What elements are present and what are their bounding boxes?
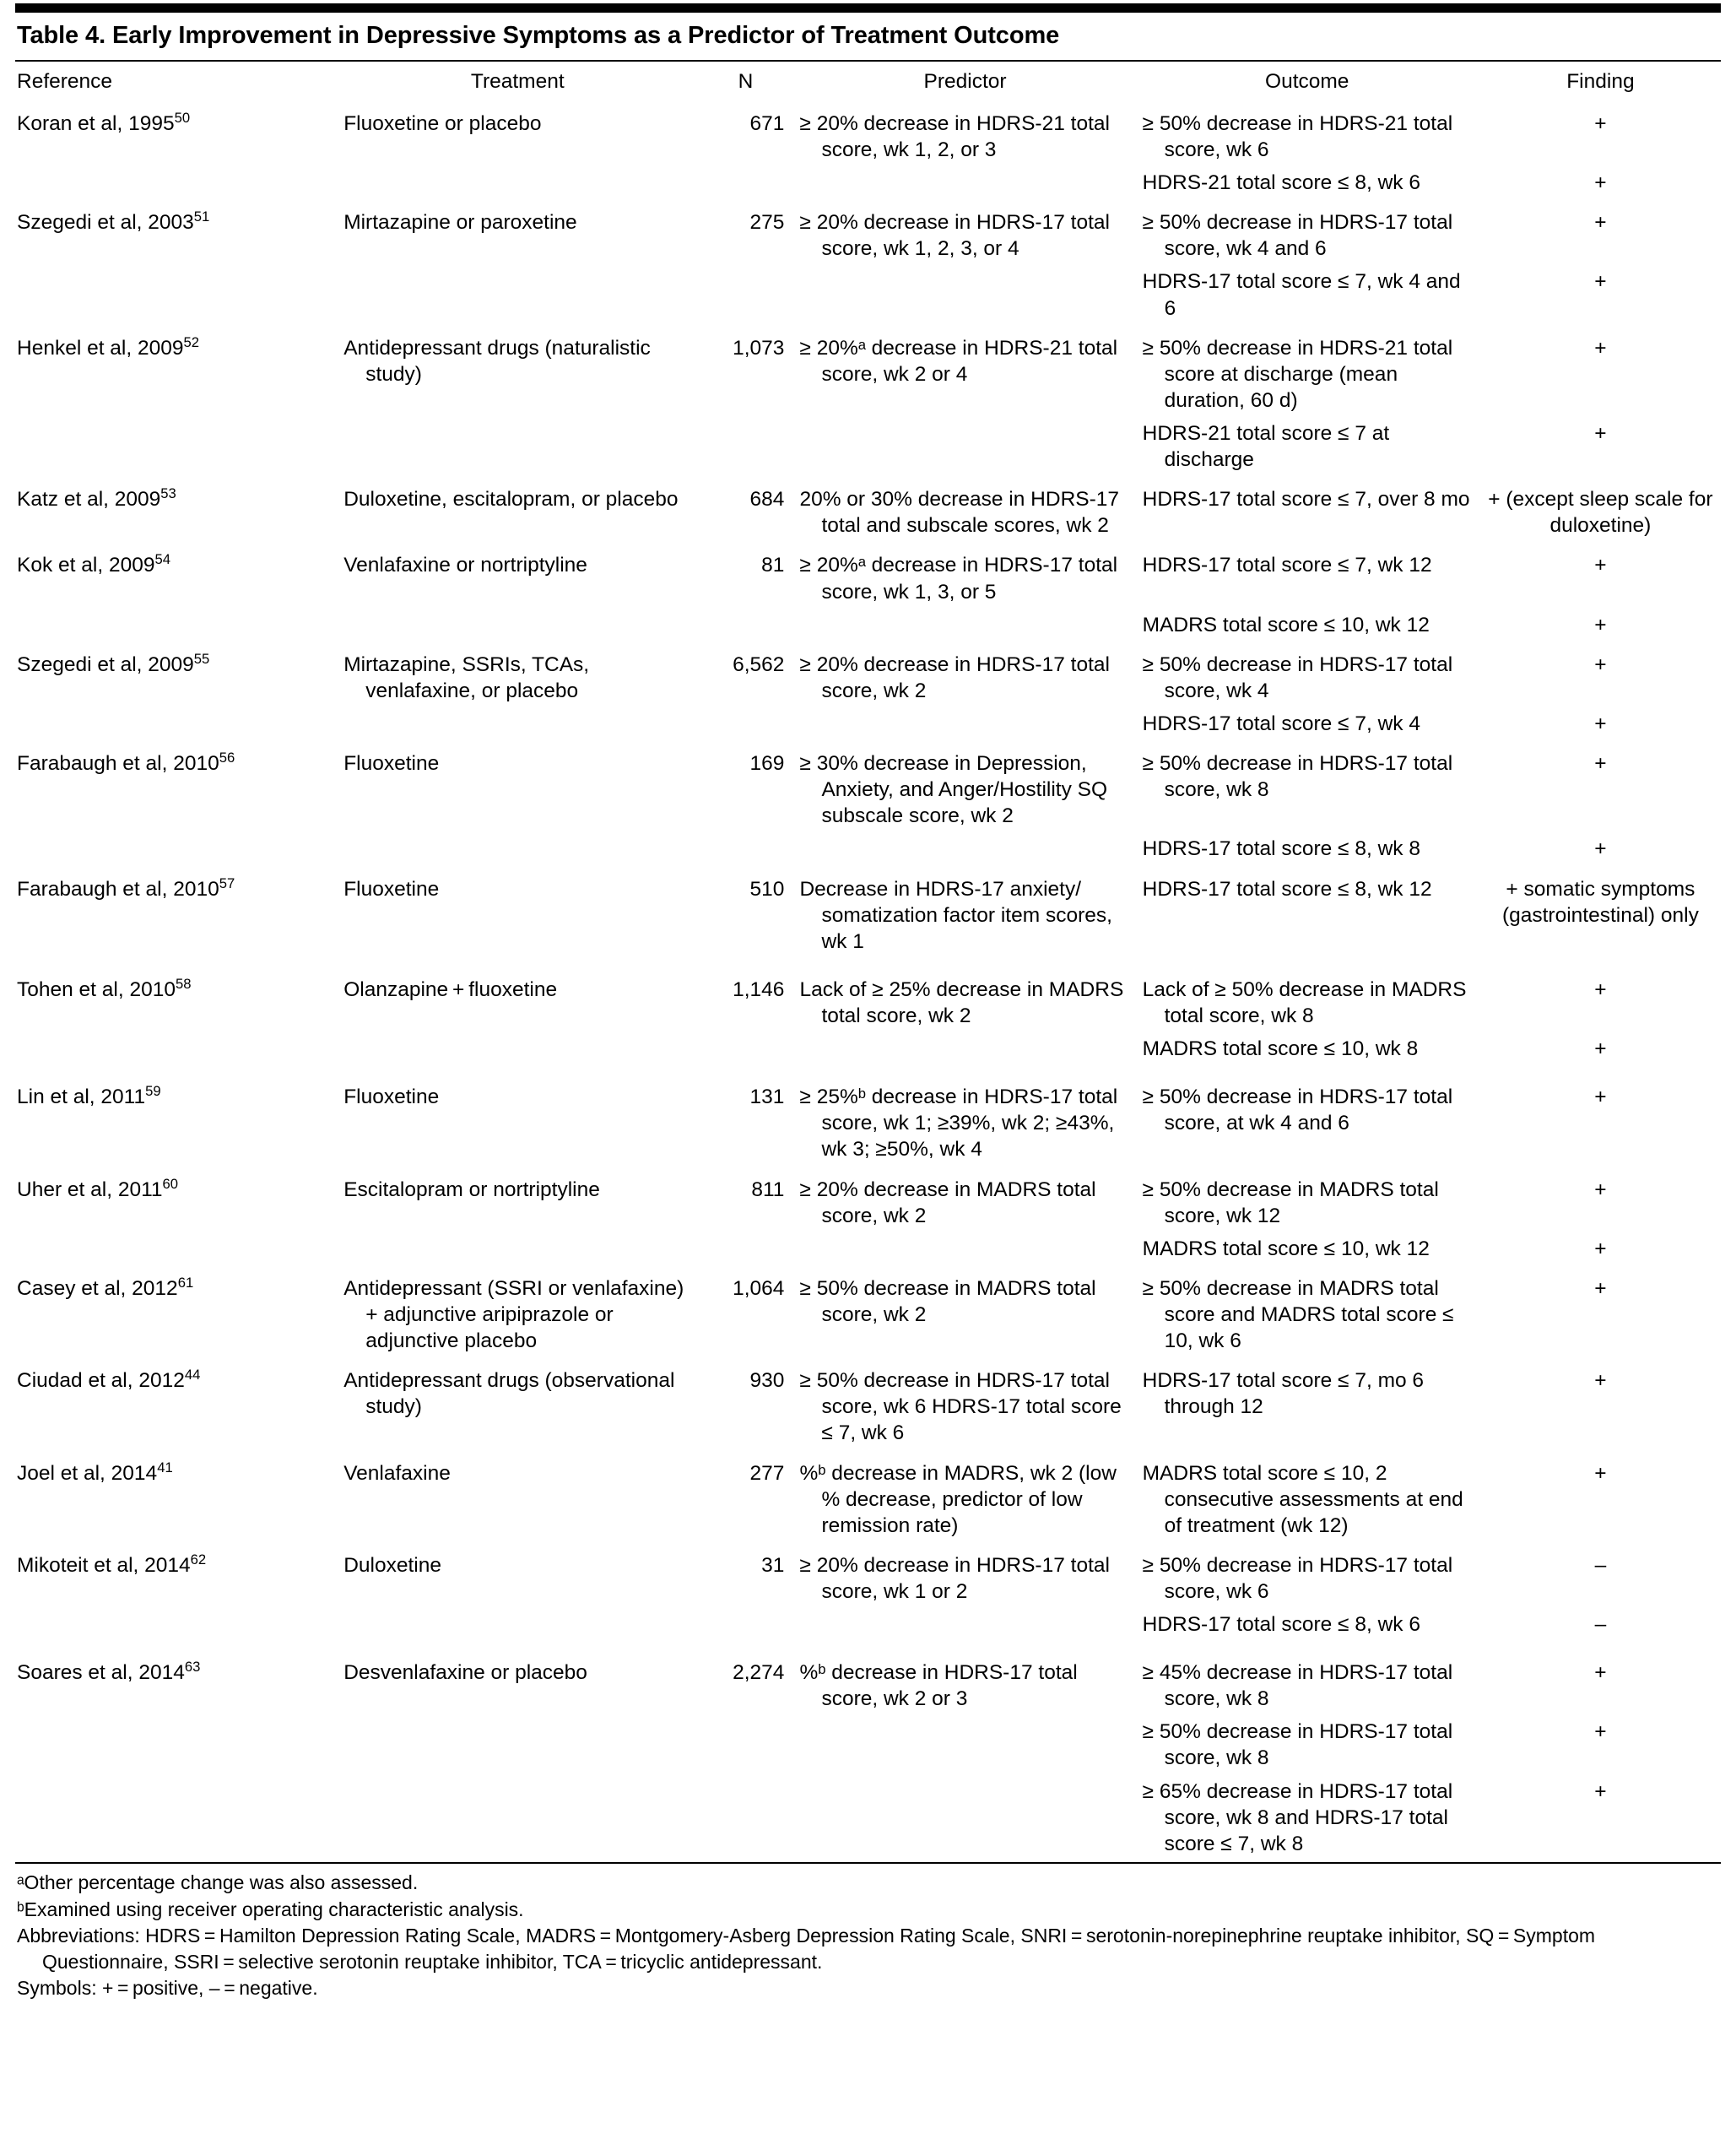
- cell-outcome: HDRS-17 total score ≤ 8, wk 12: [1142, 877, 1432, 901]
- cell-predictor: ≥ 20% decrease in HDRS-17 total score, wk 2: [799, 652, 1110, 702]
- table-row: [15, 643, 1721, 709]
- table-body: [15, 102, 1721, 1862]
- cell-outcome: HDRS-17 total score ≤ 7, mo 6 through 12: [1142, 1369, 1425, 1419]
- cell-finding: +: [1594, 1086, 1607, 1109]
- cell-outcome: HDRS-17 total score ≤ 7, wk 4 and 6: [1142, 270, 1461, 320]
- cell-outcome: ≥ 50% decrease in HDRS-17 total score, wk 4 and 6: [1142, 211, 1453, 261]
- cell-reference: [15, 478, 340, 544]
- cell-finding: +: [1594, 613, 1607, 636]
- cell-reference: [15, 102, 340, 168]
- reference-text: Kok et al, 2009: [17, 554, 155, 577]
- cell-predictor: Decrease in HDRS-17 anxiety/ somatization factor item scores, wk 1: [799, 877, 1112, 953]
- cell-reference: [15, 1359, 340, 1451]
- cell-finding: +: [1594, 712, 1607, 735]
- table-row: [15, 478, 1721, 544]
- table-row: [15, 834, 1721, 867]
- cell-n: 1,064: [733, 1276, 785, 1300]
- cell-outcome: ≥ 50% decrease in HDRS-17 total score, wk 8: [1142, 1720, 1453, 1770]
- data-table: [15, 62, 1721, 1862]
- cell-reference: [15, 1544, 340, 1610]
- reference-superscript: 61: [177, 1274, 194, 1291]
- cell-reference: [15, 742, 340, 834]
- reference-text: Szegedi et al, 2003: [17, 211, 194, 235]
- column-header-finding: Finding: [1566, 69, 1635, 93]
- table-row: [15, 1654, 1721, 1717]
- cell-outcome: ≥ 45% decrease in HDRS-17 total score, wk 8: [1142, 1661, 1453, 1711]
- cell-finding: –: [1594, 1613, 1607, 1637]
- reference-text: Katz et al, 2009: [17, 488, 161, 512]
- cell-treatment: Mirtazapine or paroxetine: [343, 211, 577, 235]
- column-header-outcome: Outcome: [1265, 69, 1349, 93]
- cell-treatment: Fluoxetine: [343, 752, 440, 776]
- cell-finding: +: [1594, 1369, 1607, 1393]
- cell-outcome: MADRS total score ≤ 10, wk 12: [1142, 1237, 1430, 1260]
- cell-treatment: Antidepressant drugs (observational study): [343, 1369, 675, 1419]
- cell-reference: [15, 972, 340, 1034]
- cell-reference: [15, 327, 340, 419]
- table-row: [15, 267, 1721, 326]
- cell-outcome: ≥ 50% decrease in HDRS-17 total score, wk 4: [1142, 652, 1453, 702]
- reference-text: Uher et al, 2011: [17, 1178, 163, 1201]
- cell-finding: +: [1594, 752, 1607, 776]
- cell-treatment: Mirtazapine, SSRIs, TCAs, venlafaxine, or placebo: [343, 652, 590, 702]
- reference-superscript: 62: [190, 1551, 207, 1568]
- column-header-predictor: Predictor: [923, 69, 1007, 93]
- cell-n: 510: [749, 877, 785, 901]
- cell-n: 6,562: [733, 652, 785, 676]
- cell-finding: + (except sleep scale for duloxetine): [1488, 488, 1713, 538]
- cell-predictor: ≥ 25%ᵇ decrease in HDRS-17 total score, wk 1; ≥39%, wk 2; ≥43%, wk 3; ≥50%, wk 4: [799, 1086, 1118, 1161]
- reference-superscript: 44: [184, 1367, 201, 1383]
- reference-text: Koran et al, 1995: [17, 111, 175, 135]
- cell-predictor: ≥ 50% decrease in MADRS total score, wk 2: [799, 1276, 1096, 1326]
- table-row: [15, 201, 1721, 267]
- cell-treatment: Olanzapine + fluoxetine: [343, 977, 558, 1001]
- cell-outcome: MADRS total score ≤ 10, wk 8: [1142, 1037, 1419, 1061]
- table-row: [15, 1610, 1721, 1643]
- reference-superscript: 56: [219, 749, 235, 766]
- reference-text: Casey et al, 2012: [17, 1276, 178, 1300]
- cell-outcome: ≥ 50% decrease in HDRS-21 total score at discharge (mean duration, 60 d): [1142, 336, 1453, 412]
- cell-finding: +: [1594, 1461, 1607, 1485]
- cell-reference: [15, 1168, 340, 1234]
- reference-text: Tohen et al, 2010: [17, 977, 176, 1001]
- cell-n: 131: [749, 1086, 785, 1109]
- cell-outcome: HDRS-17 total score ≤ 8, wk 6: [1142, 1613, 1420, 1637]
- reference-superscript: 63: [184, 1659, 201, 1675]
- cell-predictor: ≥ 20%ᵃ decrease in HDRS-21 total score, wk 2 or 4: [799, 336, 1118, 386]
- cell-finding: +: [1594, 837, 1607, 861]
- reference-superscript: 60: [162, 1175, 179, 1192]
- table-header: [15, 62, 1721, 102]
- cell-n: 275: [749, 211, 785, 235]
- cell-finding: +: [1594, 1178, 1607, 1201]
- reference-text: Farabaugh et al, 2010: [17, 877, 219, 901]
- cell-outcome: ≥ 50% decrease in HDRS-17 total score, wk 8: [1142, 752, 1453, 802]
- cell-finding: +: [1594, 336, 1607, 360]
- reference-text: Szegedi et al, 2009: [17, 652, 194, 676]
- table-row: [15, 742, 1721, 834]
- spacer-row: [15, 960, 1721, 972]
- spacer-row: [15, 1067, 1721, 1079]
- cell-outcome: HDRS-17 total score ≤ 8, wk 8: [1142, 837, 1420, 861]
- table-row: [15, 419, 1721, 478]
- cell-finding: +: [1594, 1276, 1607, 1300]
- cell-reference: [15, 1079, 340, 1167]
- reference-text: Soares et al, 2014: [17, 1661, 185, 1685]
- table-row: [15, 1777, 1721, 1862]
- reference-superscript: 55: [193, 650, 210, 667]
- cell-predictor: ≥ 20% decrease in HDRS-21 total score, wk 1, 2, or 3: [799, 111, 1110, 162]
- cell-finding: +: [1594, 1237, 1607, 1260]
- reference-superscript: 57: [219, 874, 235, 891]
- cell-finding: +: [1594, 171, 1607, 195]
- cell-treatment: Antidepressant drugs (naturalistic study): [343, 336, 651, 386]
- cell-finding: + somatic symptoms (gastrointestinal) only: [1501, 877, 1699, 927]
- table-row: [15, 1079, 1721, 1167]
- cell-outcome: HDRS-17 total score ≤ 7, wk 12: [1142, 554, 1432, 577]
- cell-predictor: ≥ 20% decrease in HDRS-17 total score, wk 1, 2, 3, or 4: [799, 211, 1110, 261]
- cell-reference: [15, 201, 340, 267]
- column-header-reference: Reference: [17, 69, 113, 93]
- cell-n: 671: [749, 111, 785, 135]
- column-header-treatment: Treatment: [470, 69, 565, 93]
- cell-predictor: ≥ 20% decrease in HDRS-17 total score, wk 1 or 2: [799, 1553, 1110, 1603]
- cell-finding: –: [1594, 1553, 1607, 1577]
- cell-n: 81: [761, 554, 785, 577]
- cell-finding: +: [1594, 554, 1607, 577]
- cell-treatment: Fluoxetine or placebo: [343, 111, 542, 135]
- footnote-b: ᵇExamined using receiver operating characteristic analysis.: [17, 1898, 524, 1920]
- cell-finding: +: [1594, 111, 1607, 135]
- cell-finding: +: [1594, 652, 1607, 676]
- reference-text: Joel et al, 2014: [17, 1461, 158, 1485]
- table-row: [15, 1234, 1721, 1267]
- reference-superscript: 59: [145, 1083, 161, 1100]
- cell-treatment: Duloxetine: [343, 1553, 441, 1577]
- footnote-a: ᵃOther percentage change was also assessed.: [17, 1871, 419, 1893]
- reference-text: Mikoteit et al, 2014: [17, 1553, 191, 1577]
- cell-reference: [15, 643, 340, 709]
- cell-n: 1,073: [733, 336, 785, 360]
- cell-predictor: %ᵇ decrease in HDRS-17 total score, wk 2 or 3: [799, 1661, 1078, 1711]
- reference-superscript: 53: [160, 485, 176, 502]
- table-row: [15, 1034, 1721, 1067]
- cell-finding: +: [1594, 211, 1607, 235]
- table-row: [15, 610, 1721, 643]
- table-row: [15, 868, 1721, 960]
- cell-n: 31: [761, 1553, 785, 1577]
- cell-treatment: Venlafaxine or nortriptyline: [343, 554, 587, 577]
- footnotes: [15, 1864, 1721, 2001]
- cell-finding: +: [1594, 1661, 1607, 1685]
- page-title: Table 4. Early Improvement in Depressive Symptoms as a Predictor of Treatment Outcome: [17, 22, 1060, 49]
- cell-treatment: Antidepressant (SSRI or venlafaxine) + adjunctive aripiprazole or adjunctive placebo: [343, 1276, 684, 1353]
- table-row: [15, 1717, 1721, 1776]
- cell-reference: [15, 868, 340, 960]
- table-row: [15, 1168, 1721, 1234]
- cell-outcome: ≥ 50% decrease in MADRS total score, wk 12: [1142, 1178, 1439, 1227]
- table-row: [15, 327, 1721, 419]
- reference-text: Farabaugh et al, 2010: [17, 752, 219, 776]
- cell-outcome: HDRS-21 total score ≤ 8, wk 6: [1142, 171, 1420, 195]
- column-header-n: N: [738, 69, 754, 93]
- cell-predictor: Lack of ≥ 25% decrease in MADRS total score, wk 2: [799, 977, 1124, 1027]
- cell-outcome: HDRS-17 total score ≤ 7, wk 4: [1142, 712, 1420, 735]
- cell-n: 277: [749, 1461, 785, 1485]
- cell-reference: [15, 1267, 340, 1359]
- reference-superscript: 41: [157, 1459, 173, 1475]
- table-row: [15, 1452, 1721, 1544]
- cell-outcome: ≥ 65% decrease in HDRS-17 total score, wk 8 and HDRS-17 total score ≤ 7, wk 8: [1142, 1779, 1453, 1855]
- cell-outcome: ≥ 50% decrease in HDRS-17 total score, wk 6: [1142, 1553, 1453, 1603]
- cell-outcome: ≥ 50% decrease in HDRS-21 total score, wk 6: [1142, 111, 1453, 162]
- table-row: [15, 1544, 1721, 1610]
- cell-finding: +: [1594, 422, 1607, 445]
- cell-outcome: Lack of ≥ 50% decrease in MADRS total score, wk 8: [1142, 977, 1467, 1027]
- footnote-symbols: Symbols: + = positive, – = negative.: [17, 1977, 318, 2000]
- cell-outcome: HDRS-17 total score ≤ 7, over 8 mo: [1142, 488, 1470, 512]
- cell-n: 169: [749, 752, 785, 776]
- cell-n: 2,274: [733, 1661, 785, 1685]
- cell-reference: [15, 544, 340, 609]
- cell-predictor: ≥ 20% decrease in MADRS total score, wk 2: [799, 1178, 1096, 1227]
- cell-finding: +: [1594, 1720, 1607, 1744]
- cell-treatment: Venlafaxine: [343, 1461, 451, 1485]
- reference-text: Henkel et al, 2009: [17, 336, 184, 360]
- cell-predictor: ≥ 20%ᵃ decrease in HDRS-17 total score, wk 1, 3, or 5: [799, 554, 1118, 604]
- footnote-abbreviations: Abbreviations: HDRS = Hamilton Depression Rating Scale, MADRS = Montgomery-Asberg Depression Rating Scale, SNRI = serotonin-norepinephrine reuptake inhibitor, SQ = Symptom Questionnaire, SSRI = selective serotonin reuptake inhibitor, TCA = tricyclic antidepressant.: [17, 1925, 1596, 1973]
- cell-treatment: Duloxetine, escitalopram, or placebo: [343, 488, 679, 512]
- cell-n: 1,146: [733, 977, 785, 1001]
- top-rule: [15, 3, 1721, 13]
- cell-reference: [15, 1654, 340, 1717]
- cell-n: 930: [749, 1369, 785, 1393]
- reference-superscript: 54: [154, 551, 170, 568]
- table-page: [0, 3, 1736, 2011]
- reference-text: Ciudad et al, 2012: [17, 1369, 185, 1393]
- cell-finding: +: [1594, 270, 1607, 294]
- table-row: [15, 168, 1721, 201]
- reference-superscript: 58: [176, 975, 192, 992]
- table-row: [15, 1359, 1721, 1451]
- cell-treatment: Desvenlafaxine or placebo: [343, 1661, 587, 1685]
- cell-predictor: 20% or 30% decrease in HDRS-17 total and subscale scores, wk 2: [799, 488, 1120, 538]
- cell-finding: +: [1594, 1037, 1607, 1061]
- table-row: [15, 709, 1721, 742]
- cell-n: 811: [751, 1178, 785, 1201]
- reference-superscript: 50: [174, 109, 191, 126]
- cell-predictor: %ᵇ decrease in MADRS, wk 2 (low % decrease, predictor of low remission rate): [799, 1461, 1117, 1537]
- cell-predictor: ≥ 50% decrease in HDRS-17 total score, wk 6 HDRS-17 total score ≤ 7, wk 6: [799, 1369, 1122, 1445]
- spacer-row: [15, 1643, 1721, 1654]
- reference-superscript: 51: [193, 208, 210, 225]
- cell-treatment: Escitalopram or nortriptyline: [343, 1178, 600, 1201]
- cell-finding: +: [1594, 1779, 1607, 1803]
- cell-treatment: Fluoxetine: [343, 1086, 440, 1109]
- cell-predictor: ≥ 30% decrease in Depression, Anxiety, and Anger/Hostility SQ subscale score, wk 2: [799, 752, 1108, 828]
- table-row: [15, 972, 1721, 1034]
- cell-outcome: ≥ 50% decrease in HDRS-17 total score, at wk 4 and 6: [1142, 1086, 1453, 1135]
- table-row: [15, 544, 1721, 609]
- cell-treatment: Fluoxetine: [343, 877, 440, 901]
- cell-finding: +: [1594, 977, 1607, 1001]
- cell-outcome: MADRS total score ≤ 10, 2 consecutive assessments at end of treatment (wk 12): [1142, 1461, 1463, 1537]
- reference-text: Lin et al, 2011: [17, 1086, 146, 1109]
- reference-superscript: 52: [183, 333, 200, 350]
- cell-outcome: HDRS-21 total score ≤ 7 at discharge: [1142, 422, 1390, 472]
- cell-outcome: ≥ 50% decrease in MADRS total score and MADRS total score ≤ 10, wk 6: [1142, 1276, 1454, 1353]
- table-row: [15, 102, 1721, 168]
- table-row: [15, 1267, 1721, 1359]
- cell-n: 684: [749, 488, 785, 512]
- cell-outcome: MADRS total score ≤ 10, wk 12: [1142, 613, 1430, 636]
- cell-reference: [15, 1452, 340, 1544]
